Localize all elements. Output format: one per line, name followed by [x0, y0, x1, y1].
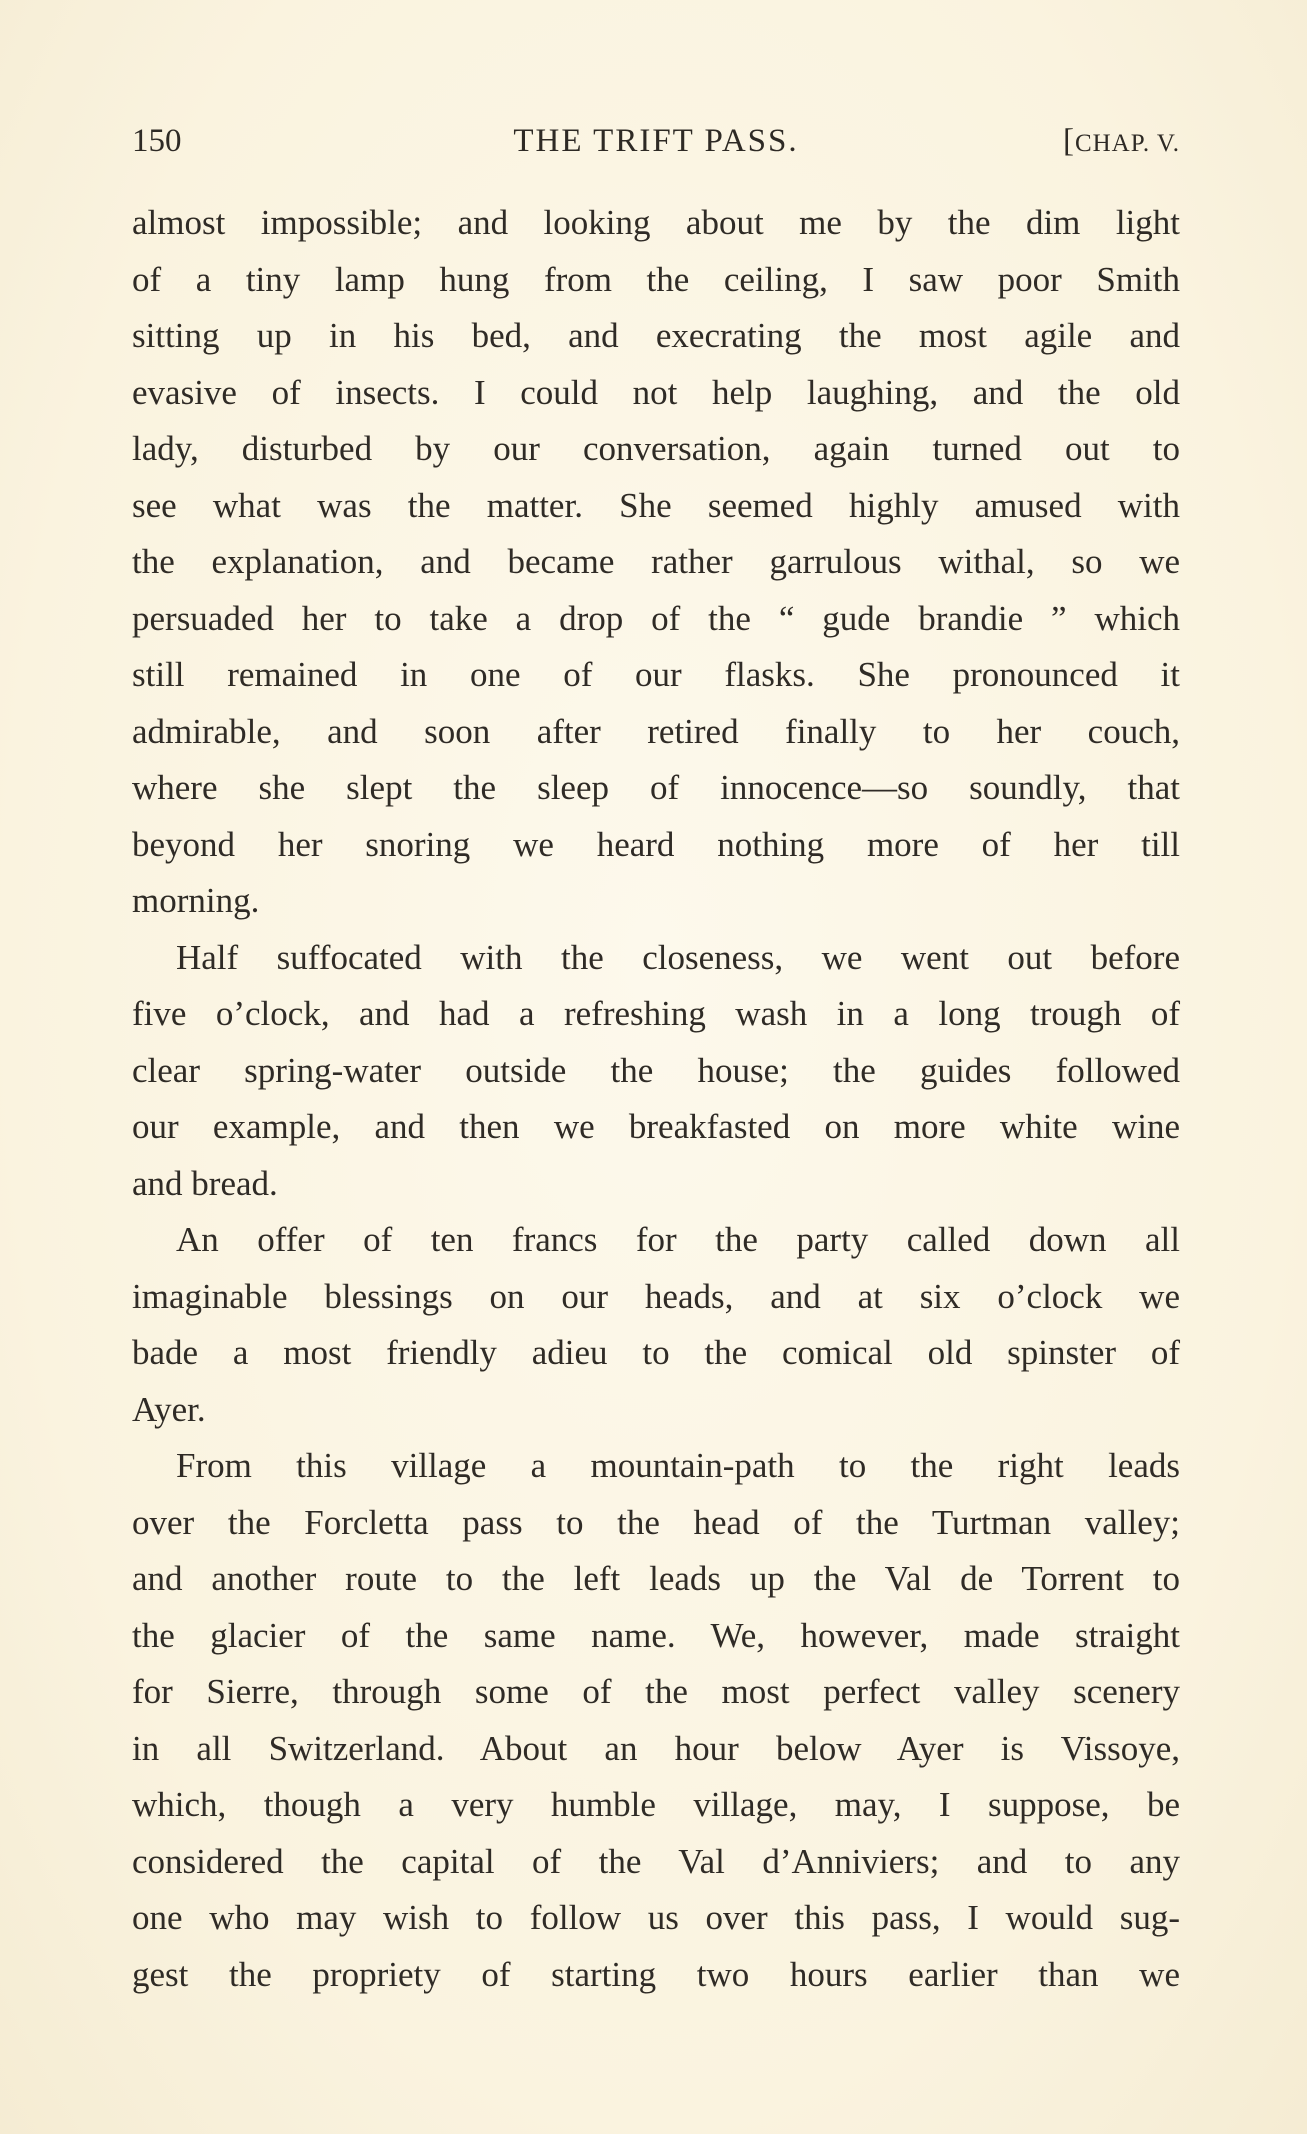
- text-line: Half suffocated with the closeness, we went out before: [176, 937, 1180, 977]
- text-line: our example, and then we breakfasted on more white wine: [132, 1107, 1180, 1146]
- text-line: clear spring-water outside the house; the guides followed: [132, 1050, 1180, 1090]
- text-line: gest the propriety of starting two hours earlier than we: [132, 1954, 1180, 1994]
- chapter-bracket: [: [1062, 123, 1075, 159]
- text-line: the explanation, and became rather garrulous withal, so we: [132, 542, 1180, 581]
- text-line: imaginable blessings on our heads, and at six o’clock we: [132, 1276, 1180, 1316]
- paragraph-3: [132, 1212, 1180, 1438]
- text-line: where she slept the sleep of innocence—so soundly, that: [132, 768, 1180, 807]
- paragraph-2: [132, 930, 1180, 1213]
- paragraph-4: [132, 1438, 1180, 2003]
- text-line: in all Switzerland. About an hour below Ayer is Vissoye,: [132, 1728, 1180, 1768]
- text-line: of a tiny lamp hung from the ceiling, I saw poor Smith: [132, 259, 1180, 299]
- running-title: THE TRIFT PASS.: [513, 123, 799, 159]
- text-line: bade a most friendly adieu to the comical old spinster of: [132, 1333, 1180, 1372]
- text-line: and another route to the left leads up the Val de Torrent to: [132, 1559, 1180, 1598]
- text-line: Ayer.: [132, 1389, 206, 1429]
- text-line: over the Forcletta pass to the head of the Turtman valley;: [132, 1502, 1180, 1542]
- chapter-label-text: CHAP. V.: [1074, 130, 1180, 157]
- running-header: [132, 123, 1180, 167]
- text-line: almost impossible; and looking about me by the dim light: [132, 203, 1180, 242]
- text-line: beyond her snoring we heard nothing more of her till: [132, 824, 1180, 864]
- page-number: 150: [132, 123, 182, 159]
- paragraph-1: [132, 195, 1180, 930]
- text-line: five o’clock, and had a refreshing wash in a long trough of: [132, 994, 1180, 1033]
- text-line: one who may wish to follow us over this pass, I would sug-: [132, 1898, 1180, 1937]
- text-line: evasive of insects. I could not help laughing, and the old: [132, 372, 1180, 412]
- text-line: considered the capital of the Val d’Anniviers; and to any: [132, 1841, 1180, 1881]
- text-line: the glacier of the same name. We, however, made straight: [132, 1615, 1180, 1655]
- text-line: still remained in one of our flasks. She pronounced it: [132, 655, 1180, 694]
- text-line: admirable, and soon after retired finally to her couch,: [132, 711, 1180, 751]
- text-line: and bread.: [132, 1163, 278, 1203]
- text-line: for Sierre, through some of the most perfect valley scenery: [132, 1672, 1180, 1711]
- text-line: which, though a very humble village, may, I suppose, be: [132, 1785, 1180, 1824]
- chapter-label: [1063, 123, 1180, 160]
- text-line: morning.: [132, 881, 260, 920]
- text-line: see what was the matter. She seemed highly amused with: [132, 485, 1180, 525]
- text-line: From this village a mountain-path to the right leads: [176, 1446, 1180, 1485]
- body-text: [132, 195, 1180, 2003]
- text-line: sitting up in his bed, and execrating the most agile and: [132, 316, 1180, 355]
- text-line: An offer of ten francs for the party called down all: [176, 1220, 1180, 1259]
- text-line: persuaded her to take a drop of the “ gude brandie ” which: [132, 598, 1180, 638]
- text-line: lady, disturbed by our conversation, again turned out to: [132, 429, 1180, 468]
